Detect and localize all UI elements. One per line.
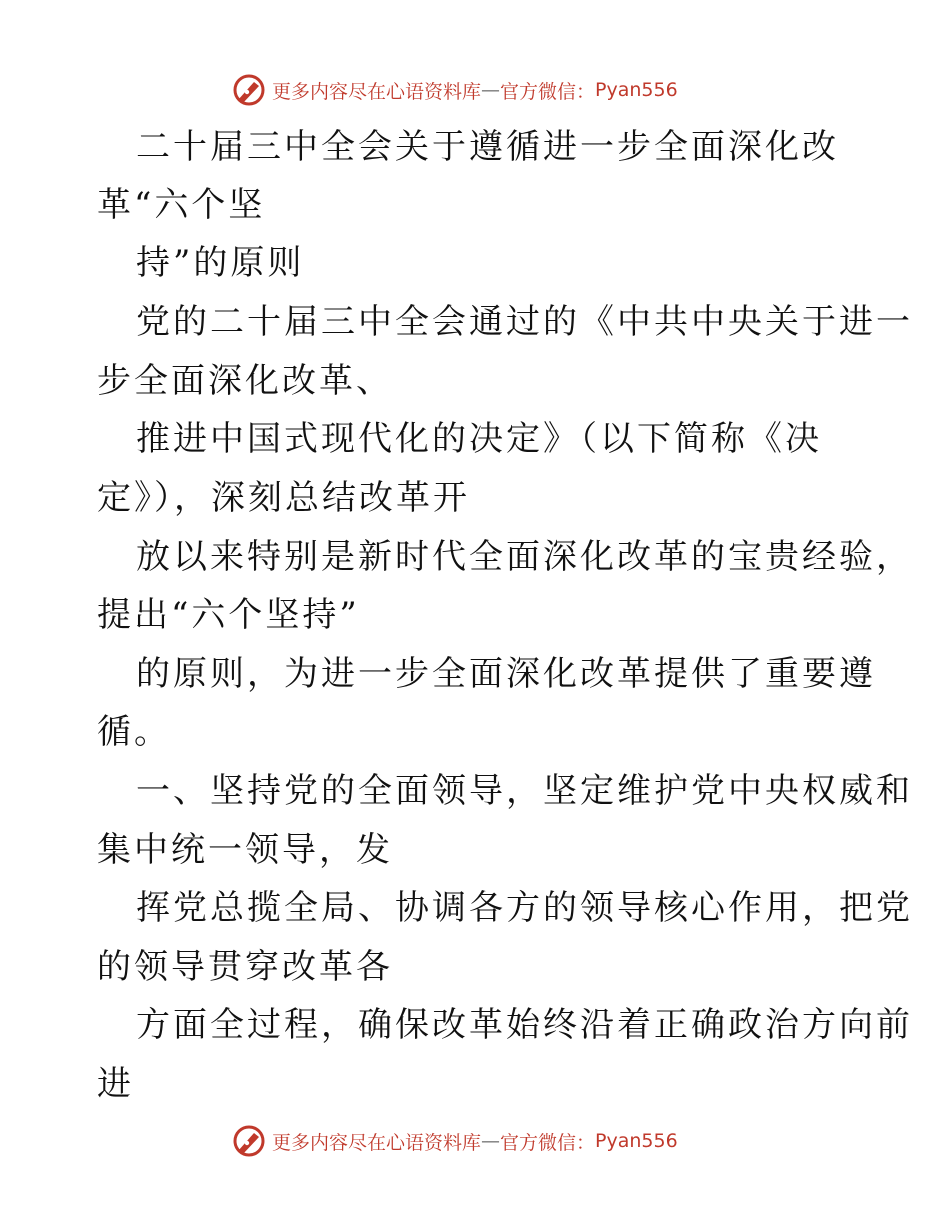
paragraph-line: 的原则，为进一步全面深化改革提供了重要遵 xyxy=(136,654,876,694)
banner-wechat-id: Pyan556 xyxy=(595,79,678,101)
banner-wechat-label: 官方微信： xyxy=(500,80,596,103)
paragraph-line: 挥党总揽全局、协调各方的领导核心作用，把党 xyxy=(136,888,913,928)
title-line-2: 革“六个坚 xyxy=(97,185,266,225)
paragraph-line: 推进中国式现代化的决定》（以下简称《决 xyxy=(136,419,822,459)
pen-nib-circle-icon xyxy=(232,73,266,107)
paragraph-line: 定》），深刻总结改革开 xyxy=(97,478,470,518)
header-banner xyxy=(232,70,678,110)
footer-banner xyxy=(232,1121,678,1161)
banner-main-text: 更多内容尽在心语资料库 xyxy=(272,80,482,103)
banner-separator: — xyxy=(481,1130,501,1152)
paragraph-line: 提出“六个坚持” xyxy=(97,595,360,635)
banner-separator: — xyxy=(481,79,501,101)
pen-nib-circle-icon xyxy=(232,1124,266,1158)
title-line-1: 二十届三中全会关于遵循进一步全面深化改 xyxy=(136,127,839,167)
paragraph-line: 放以来特别是新时代全面深化改革的宝贵经验， xyxy=(136,537,913,577)
paragraph-line: 进 xyxy=(97,1064,134,1104)
paragraph-line: 步全面深化改革、 xyxy=(97,361,393,401)
paragraph-line: 一、坚持党的全面领导，坚定维护党中央权威和 xyxy=(136,771,913,811)
paragraph-line: 集中统一领导，发 xyxy=(97,830,393,870)
paragraph-line: 的领导贯穿改革各 xyxy=(97,947,393,987)
title-line-3: 持”的原则 xyxy=(136,243,305,283)
paragraph-line: 方面全过程，确保改革始终沿着正确政治方向前 xyxy=(136,1005,913,1045)
banner-main-text: 更多内容尽在心语资料库 xyxy=(272,1131,482,1154)
banner-wechat-id: Pyan556 xyxy=(595,1130,678,1152)
paragraph-line: 循。 xyxy=(97,712,171,752)
paragraph-line: 党的二十届三中全会通过的《中共中央关于进一 xyxy=(136,302,913,342)
banner-wechat-label: 官方微信： xyxy=(500,1131,596,1154)
